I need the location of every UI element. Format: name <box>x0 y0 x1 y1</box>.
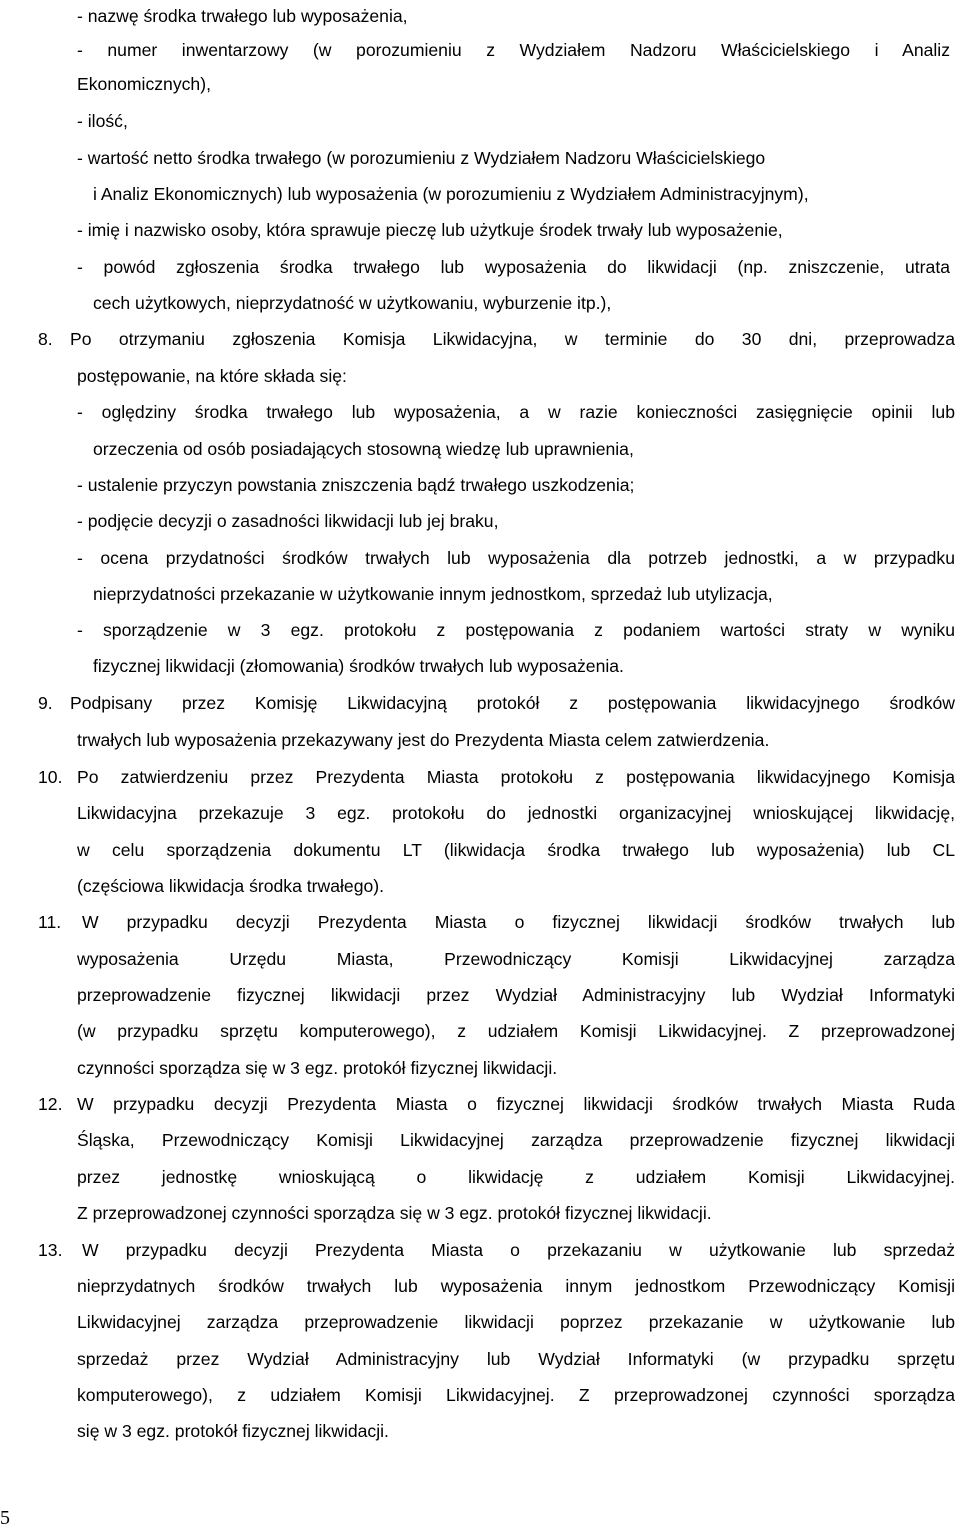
item10-line: (częściowa likwidacja środka trwałego). <box>77 876 385 896</box>
item8-bullet: - ustalenie przyczyn powstania zniszczenia bądź trwałego uszkodzenia; <box>77 475 635 495</box>
item7-bullet-inventory-cont: Ekonomicznych), <box>77 74 211 94</box>
item8-bullet: - ocena przydatności środków trwałych lub wyposażenia dla potrzeb jednostki, a w przypadku <box>77 548 955 568</box>
item13-line: komputerowego), z udziałem Komisji Likwidacyjnej. Z przeprowadzonej czynności sporządza <box>77 1385 955 1405</box>
item12-line: przez jednostkę wnioskującą o likwidację z udziałem Komisji Likwidacyjnej. <box>77 1167 955 1187</box>
item10-line: Likwidacyjna przekazuje 3 egz. protokołu do jednostki organizacyjnej wnioskującej likwidację, <box>77 803 955 823</box>
item12-line: W przypadku decyzji Prezydenta Miasta o fizycznej likwidacji środków trwałych Miasta Ruda <box>77 1094 955 1114</box>
item8-bullet-cont: orzeczenia od osób posiadających stosowną wiedzę lub uprawnienia, <box>93 439 634 459</box>
item12-line: Z przeprowadzonej czynności sporządza się w 3 egz. protokół fizycznej likwidacji. <box>77 1203 712 1223</box>
item13-line: W przypadku decyzji Prezydenta Miasta o przekazaniu w użytkowanie lub sprzedaż <box>82 1240 955 1260</box>
item8-line: Po otrzymaniu zgłoszenia Komisja Likwidacyjna, w terminie do 30 dni, przeprowadza <box>70 329 955 349</box>
item7-bullet-inventory: - numer inwentarzowy (w porozumieniu z Wydziałem Nadzoru Właścicielskiego i Analiz <box>77 40 950 60</box>
item8-bullet: - podjęcie decyzji o zasadności likwidacji lub jej braku, <box>77 511 499 531</box>
item7-bullet-quantity: - ilość, <box>77 111 128 131</box>
item7-bullet-net-value-cont: i Analiz Ekonomicznych) lub wyposażenia (w porozumieniu z Wydziałem Administracyjnym), <box>93 184 809 204</box>
item11-line: (w przypadku sprzętu komputerowego), z udziałem Komisji Likwidacyjnej. Z przeprowadzonej <box>77 1021 955 1041</box>
item7-bullet-person: - imię i nazwisko osoby, która sprawuje pieczę lub użytkuje środek trwały lub wyposażenie, <box>77 220 783 240</box>
item9-line: trwałych lub wyposażenia przekazywany jest do Prezydenta Miasta celem zatwierdzenia. <box>77 730 770 750</box>
item8-bullet-cont: nieprzydatności przekazanie w użytkowanie innym jednostkom, sprzedaż lub utylizacja, <box>93 584 773 604</box>
item11-line: wyposażenia Urzędu Miasta, Przewodniczący Komisji Likwidacyjnej zarządza <box>77 949 955 969</box>
item13-line: sprzedaż przez Wydział Administracyjny lub Wydział Informatyki (w przypadku sprzętu <box>77 1349 955 1369</box>
item10-number: 10. <box>38 767 63 787</box>
item7-bullet-name: - nazwę środka trwałego lub wyposażenia, <box>77 6 408 26</box>
item8-bullet: - oględziny środka trwałego lub wyposażenia, a w razie konieczności zasięgnięcie opinii lub <box>77 402 955 422</box>
item11-line: przeprowadzenie fizycznej likwidacji przez Wydział Administracyjny lub Wydział Informatyki <box>77 985 955 1005</box>
item10-line: Po zatwierdzeniu przez Prezydenta Miasta protokołu z postępowania likwidacyjnego Komisja <box>77 767 955 787</box>
item12-line: Śląska, Przewodniczący Komisji Likwidacyjnej zarządza przeprowadzenie fizycznej likwidacji <box>77 1130 955 1150</box>
item8-bullet-cont: fizycznej likwidacji (złomowania) środków trwałych lub wyposażenia. <box>93 656 624 676</box>
page-number: 5 <box>0 1507 10 1529</box>
item13-line: Likwidacyjnej zarządza przeprowadzenie likwidacji poprzez przekazanie w użytkowanie lub <box>77 1312 955 1332</box>
item8-number: 8. <box>38 329 53 349</box>
item13-number: 13. <box>38 1240 63 1260</box>
item7-bullet-net-value: - wartość netto środka trwałego (w porozumieniu z Wydziałem Nadzoru Właścicielskiego <box>77 148 766 168</box>
item12-number: 12. <box>38 1094 63 1114</box>
item11-line: czynności sporządza się w 3 egz. protokół fizycznej likwidacji. <box>77 1058 558 1078</box>
item8-bullet: - sporządzenie w 3 egz. protokołu z postępowania z podaniem wartości straty w wyniku <box>77 620 955 640</box>
item13-line: się w 3 egz. protokół fizycznej likwidacji. <box>77 1421 389 1441</box>
item10-line: w celu sporządzenia dokumentu LT (likwidacja środka trwałego lub wyposażenia) lub CL <box>77 840 955 860</box>
item7-bullet-reason-cont: cech użytkowych, nieprzydatność w użytkowaniu, wyburzenie itp.), <box>93 293 612 313</box>
item8-line: postępowanie, na które składa się: <box>77 366 347 386</box>
item7-bullet-reason: - powód zgłoszenia środka trwałego lub wyposażenia do likwidacji (np. zniszczenie, utrata <box>77 257 950 277</box>
item11-number: 11. <box>38 912 62 932</box>
item13-line: nieprzydatnych środków trwałych lub wyposażenia innym jednostkom Przewodniczący Komisji <box>77 1276 955 1296</box>
item9-line: Podpisany przez Komisję Likwidacyjną protokół z postępowania likwidacyjnego środków <box>70 693 955 713</box>
item9-number: 9. <box>38 693 53 713</box>
item11-line: W przypadku decyzji Prezydenta Miasta o fizycznej likwidacji środków trwałych lub <box>82 912 955 932</box>
